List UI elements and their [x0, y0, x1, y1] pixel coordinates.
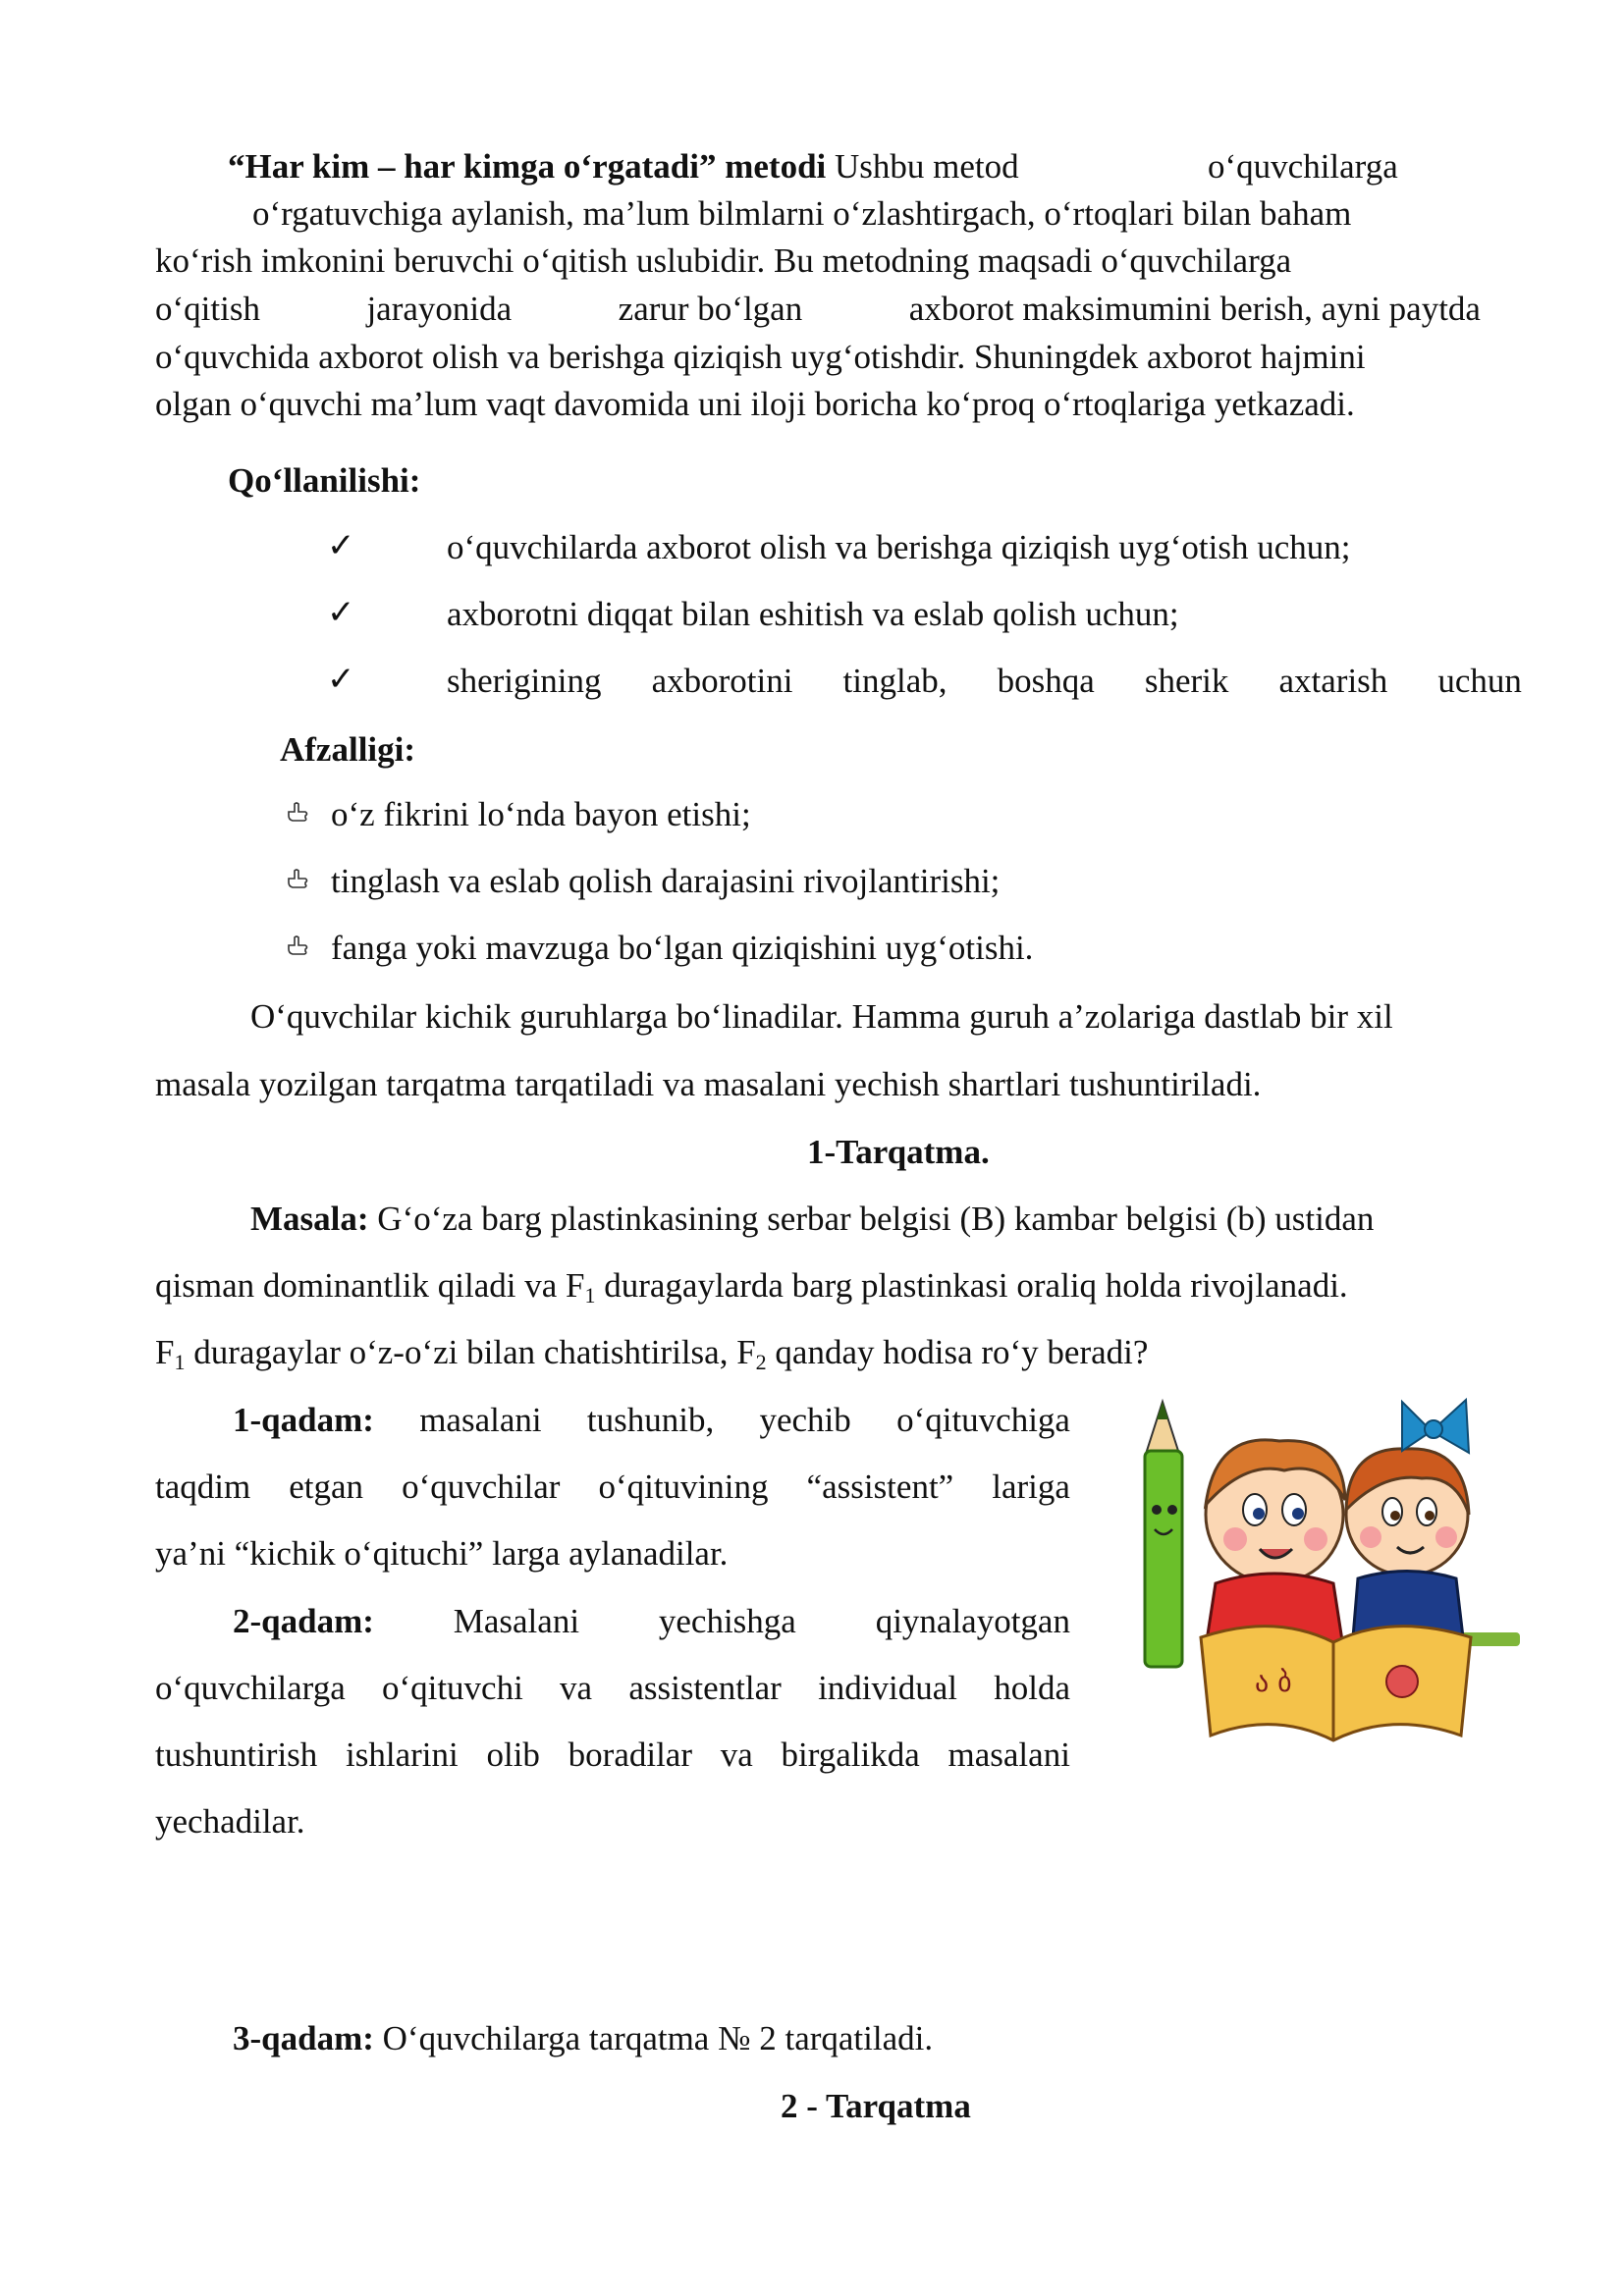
usage-heading: Qo‘llanilishi:	[228, 461, 421, 500]
girl-pupil	[1390, 1511, 1400, 1521]
intro-line-1-end: o‘quvchilarga	[1208, 147, 1398, 186]
book-picture	[1386, 1666, 1418, 1697]
advantages-heading: Afzalligi:	[280, 730, 416, 769]
usage-item: axborotni diqqat bilan eshitish va eslab qolish uchun;	[447, 595, 1179, 633]
groups-line-1: O‘quvchilar kichik guruhlarga bo‘linadilar. Hamma guruh a’zolariga dastlab bir xil	[250, 997, 1393, 1036]
advantage-item: o‘z fikrini lo‘nda bayon etishi;	[331, 795, 751, 833]
intro-line-1: “Har kim – har kimga o‘rgatadi” metodi Ushbu metod	[228, 147, 1019, 186]
check-icon: ✓	[327, 660, 355, 699]
usage-item: o‘quvchilarda axborot olish va berishga qiziqish uyg‘otish uchun;	[447, 528, 1351, 566]
step-2-line-2: o‘quvchilarga o‘qituvchi va assistentlar individual holda	[155, 1669, 1070, 1707]
girl-pupil	[1425, 1511, 1435, 1521]
step-2-line-3: tushuntirish ishlarini olib boradilar va birgalikda masalani	[155, 1735, 1070, 1774]
handout-1-title: 1-Tarqatma.	[807, 1133, 990, 1171]
girl-cheek	[1435, 1526, 1457, 1548]
open-book	[1201, 1627, 1471, 1740]
groups-line-2: masala yozilgan tarqatma tarqatiladi va masalani yechish shartlari tushuntiriladi.	[155, 1065, 1262, 1103]
boy-cheek	[1223, 1527, 1247, 1551]
pointing-hand-icon	[285, 934, 310, 959]
kids-reading-illustration	[1108, 1392, 1520, 1755]
usage-item: sherigining axborotini tinglab, boshqa sherik axtarish uchun	[447, 662, 1522, 700]
problem-line-2: qisman dominantlik qiladi va $F_1$ duragaylarda barg plastinkasi oraliq holda rivojlanadi.	[155, 1266, 1348, 1308]
problem-label: Masala:	[250, 1200, 369, 1238]
handout-2-title: 2 - Tarqatma	[781, 2087, 971, 2125]
problem-line-1: Masala: G‘o‘za barg plastinkasining serbar belgisi (B) kambar belgisi (b) ustidan	[250, 1200, 1375, 1238]
method-title: “Har kim – har kimga o‘rgatadi” metodi	[228, 147, 827, 186]
boy-pupil	[1253, 1508, 1265, 1520]
pencil-lead	[1157, 1402, 1168, 1419]
step-1-label: 1-qadam:	[233, 1401, 374, 1439]
step-2-line-1: 2-qadam: Masalani yechishga qiynalayotgan	[233, 1600, 1070, 1643]
step-3-line: 3-qadam: O‘quvchilarga tarqatma № 2 tarqatiladi.	[233, 2019, 934, 2057]
check-icon: ✓	[327, 593, 355, 632]
pencil-eye	[1152, 1505, 1162, 1515]
pointing-hand-icon	[285, 867, 310, 892]
intro-line-2: o‘rgatuvchiga aylanish, ma’lum bilmlarni o‘zlashtirgach, o‘rtoqlari bilan baham	[252, 194, 1352, 233]
book-letters: ა ბ	[1255, 1666, 1292, 1698]
girl-cheek	[1360, 1526, 1381, 1548]
advantage-item: fanga yoki mavzuga bo‘lgan qiziqishini uyg‘otishi.	[331, 929, 1034, 967]
step-1-line-3: ya’ni “kichik o‘qituchi” larga aylanadilar.	[155, 1534, 729, 1573]
pencil-body	[1145, 1451, 1182, 1667]
step-1-line-2: taqdim etgan o‘quvchilar o‘qituvining “assistent” lariga	[155, 1468, 1070, 1506]
intro-line-4: o‘qitish jarayonida zarur bo‘lgan axborot maksimumini berish, ayni paytda	[155, 290, 1481, 328]
problem-line-3: $F_1$ duragaylar o‘z-o‘zi bilan chatishtirilsa, $F_2$ qanday hodisa ro‘y beradi?	[155, 1333, 1149, 1374]
boy-cheek	[1304, 1527, 1327, 1551]
step-2-label: 2-qadam:	[233, 1602, 374, 1640]
intro-line-6: olgan o‘quvchi ma’lum vaqt davomida uni iloji boricha ko‘proq o‘rtoqlariga yetkazadi.	[155, 385, 1355, 423]
pointing-hand-icon	[285, 800, 310, 826]
step-3-label: 3-qadam:	[233, 2019, 374, 2057]
girl-bow-knot	[1425, 1420, 1442, 1438]
pencil-eye	[1167, 1505, 1177, 1515]
boy-pupil	[1292, 1508, 1304, 1520]
intro-line-5: o‘quvchida axborot olish va berishga qiziqish uyg‘otishdir. Shuningdek axborot hajmini	[155, 338, 1366, 376]
advantage-item: tinglash va eslab qolish darajasini rivojlantirishi;	[331, 862, 1001, 900]
step-2-line-4: yechadilar.	[155, 1802, 305, 1841]
intro-line-3: ko‘rish imkonini beruvchi o‘qitish uslubidir. Bu metodning maqsadi o‘quvchilarga	[155, 241, 1292, 280]
step-1-line-1: 1-qadam: masalani tushunib, yechib o‘qituvchiga	[233, 1399, 1070, 1442]
check-icon: ✓	[327, 526, 355, 565]
